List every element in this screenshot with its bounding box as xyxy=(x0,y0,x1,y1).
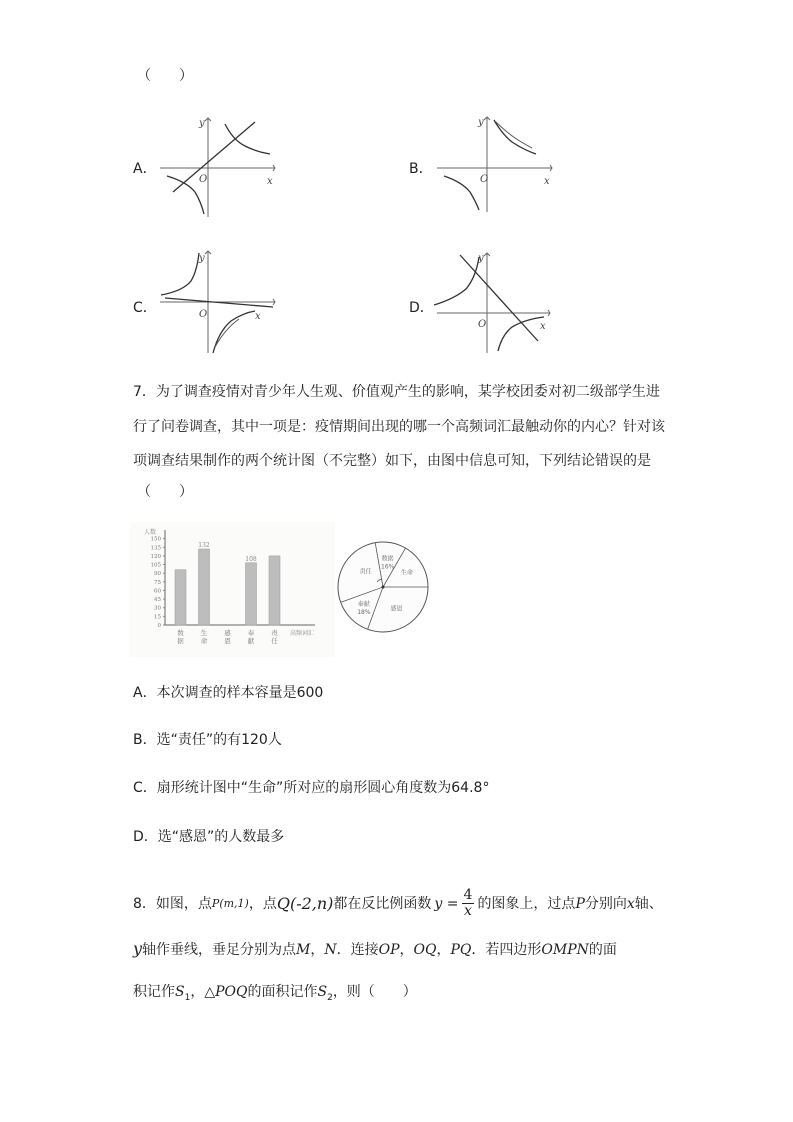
q6-option-a-label: A． xyxy=(133,161,157,177)
q8-stem-line1: 8．如图，点 P(m,1) ，点 Q(-2,n) 都在反比例函数 y = $\frac{4}{x}$ 的图象上，过点 P 分别向 x 轴、 xyxy=(133,887,663,919)
pie-slice-label: 数据 xyxy=(381,555,394,563)
svg-text:O: O xyxy=(199,309,208,320)
pie-slice-percent: 18% xyxy=(357,609,371,617)
pie-slice-label: 生命 xyxy=(400,569,413,577)
q8-stem-line2: y轴作垂线，垂足分别为点M，N．连接OP，OQ，PQ．若四边形OMPN的面 xyxy=(133,939,617,958)
q7-bar-chart xyxy=(130,522,335,657)
bar-chart-ytick-label: 60 xyxy=(154,588,161,595)
q7-option-b: B．选“责任”的有120人 xyxy=(133,732,282,748)
q7-stem-line1: 7．为了调查疫情对青少年人生观、价值观产生的影响，某学校团委对初二级部学生进 xyxy=(133,384,660,400)
bar-category-label: 据 xyxy=(177,637,184,645)
bar-chart-ytick-label: 150 xyxy=(150,536,161,543)
hyperbola-branch-1 xyxy=(434,257,479,305)
svg-text:x: x xyxy=(544,176,550,187)
bar-chart-ytick-label: 0 xyxy=(157,623,161,629)
q7-stem-line3: 项调查结果制作的两个统计图（不完整）如下，由图中信息可知，下列结论错误的是 xyxy=(133,453,651,469)
bar-chart-ylabel: 人数 xyxy=(144,529,157,536)
svg-text:O: O xyxy=(480,174,489,185)
bar-奉献 xyxy=(246,563,257,625)
bar-chart-ytick-label: 135 xyxy=(150,545,161,552)
q7-option-a: A．本次调查的样本容量是600 xyxy=(133,685,324,701)
bar-chart-ytick-label: 15 xyxy=(154,614,161,621)
pie-slice-label: 感恩 xyxy=(390,605,403,613)
q6-option-b-graph xyxy=(432,112,562,222)
q7-option-c: C．扇形统计图中“生命”所对应的扇形圆心角度数为64.8° xyxy=(133,780,490,796)
x-axis-label: x xyxy=(267,176,273,187)
q6-option-c-label: C． xyxy=(133,300,157,316)
bar-chart-ytick-label: 90 xyxy=(154,571,161,578)
svg-text:O: O xyxy=(478,319,487,330)
q7-option-d: D．选“感恩”的人数最多 xyxy=(133,829,285,845)
bar-category-label: 生 xyxy=(200,629,208,637)
bar-category-label: 恩 xyxy=(224,637,231,645)
q7-answer-bracket: （ ） xyxy=(137,484,193,500)
pie-slice-label: 奉献 xyxy=(357,601,370,609)
bar-category-label: 数 xyxy=(177,629,184,637)
svg-text:y: y xyxy=(478,117,484,128)
q8-stem-line3: 积记作$S_1$，△POQ的面积记作$S_2$，则（ ） xyxy=(133,984,417,1003)
pie-slice-percent: 16% xyxy=(381,563,395,571)
bar-chart-ytick-label: 30 xyxy=(154,605,161,612)
svg-text:x: x xyxy=(255,311,261,322)
bar-category-label: 奉 xyxy=(247,629,255,637)
bar-category-label: 命 xyxy=(200,637,208,645)
point-p: P(m,1) xyxy=(211,896,249,910)
bar-数据 xyxy=(175,570,186,625)
bar-chart-ytick-label: 120 xyxy=(150,553,161,560)
bar-data-label: 108 xyxy=(245,555,257,563)
bar-data-label: 132 xyxy=(198,542,210,549)
bar-chart-ytick-label: 105 xyxy=(150,562,161,569)
bar-category-label: 感 xyxy=(224,629,231,637)
bar-category-label: 责 xyxy=(271,629,278,637)
bar-chart-ytick-label: 45 xyxy=(154,597,161,604)
svg-text:y: y xyxy=(199,253,205,264)
line-graph xyxy=(173,122,255,192)
hyperbola-branch-2 xyxy=(213,311,255,353)
line-graph xyxy=(460,255,538,341)
q6-option-d-graph xyxy=(432,245,557,357)
q6-option-c-graph xyxy=(155,245,285,357)
bar-category-label: 献 xyxy=(247,637,255,645)
y-axis-label: y xyxy=(199,118,205,129)
q7-pie-chart xyxy=(335,537,435,647)
pie-center xyxy=(382,586,385,589)
origin-label: O xyxy=(199,174,208,185)
hyperbola-branch-1 xyxy=(161,253,199,295)
point-q: Q(-2,n) xyxy=(276,893,334,913)
hyperbola-branch-1b xyxy=(496,122,532,148)
bar-category-label: 任 xyxy=(271,637,278,645)
svg-text:x: x xyxy=(540,321,546,332)
q6-option-b-label: B． xyxy=(409,161,433,177)
svg-text:y: y xyxy=(478,253,484,264)
bar-chart-xlabel: 高频词汇 xyxy=(290,630,315,637)
pie-slice-label: 责任 xyxy=(359,568,372,576)
bar-chart-ytick-label: 75 xyxy=(154,579,161,586)
bar-生命 xyxy=(199,549,210,625)
hyperbola-branch-2 xyxy=(444,176,479,210)
hyperbola-branch-2 xyxy=(498,317,544,351)
q6-answer-bracket: （ ） xyxy=(137,68,193,84)
fraction-4-over-x: $\frac{4}{x}$ xyxy=(463,887,473,919)
q7-stem-line2: 行了问卷调查，其中一项是：疫情期间出现的哪一个高频词汇最触动你的内心？针对该 xyxy=(133,419,665,435)
bar-责任 xyxy=(269,556,280,625)
q6-option-d-label: D． xyxy=(409,300,434,316)
hyperbola-branch-1 xyxy=(494,120,536,154)
q6-option-a-graph xyxy=(155,112,285,222)
